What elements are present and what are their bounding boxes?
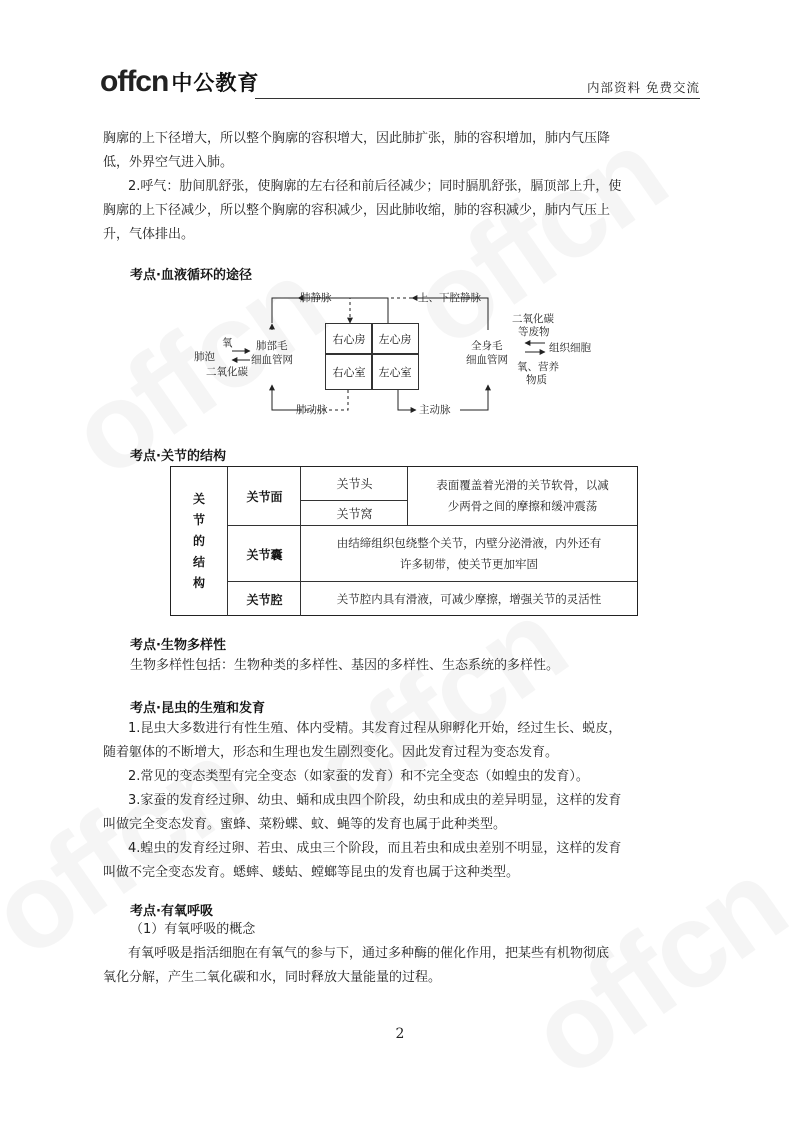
side-char: 构 [192, 575, 205, 590]
side-char: 关 [192, 491, 205, 506]
side-char: 结 [192, 554, 205, 569]
logo-text-en: offcn [100, 65, 169, 98]
label-pulm-vein: 肺静脉 [300, 292, 332, 304]
label-lung-cap-1: 肺部毛 [256, 340, 288, 352]
cell-capsule-desc [300, 525, 637, 582]
paragraph-line: 升，气体排出。 [103, 227, 195, 242]
header-tagline: 内部资料 免费交流 [587, 80, 700, 95]
section-heading-insect: 考点·昆虫的生殖和发育 [130, 701, 265, 716]
subheading: （1）有氧呼吸的概念 [130, 922, 256, 937]
label-o2-nutrients-2: 物质 [526, 374, 547, 386]
paragraph-line: 叫做完全变态发育。蜜蜂、菜粉蝶、蚊、蝇等的发育也属于此种类型。 [103, 817, 507, 832]
right-atrium-box: 右心房 [325, 323, 373, 355]
label-pulm-artery: 肺动脉 [296, 404, 328, 416]
joint-structure-table [170, 466, 638, 616]
paragraph-line: 随着躯体的不断增大，形态和生理也发生剧烈变化。因此发育过程为变态发育。 [103, 745, 559, 760]
side-char: 节 [192, 512, 205, 527]
paragraph-line: 1.昆虫大多数进行有性生殖、体内受精。其发育过程从卵孵化开始，经过生长、蜕皮， [128, 721, 622, 736]
logo-text-cn: 中公教育 [171, 71, 260, 95]
cell-socket: 关节窝 [300, 500, 408, 526]
side-char: 的 [192, 533, 205, 548]
label-lung-cap-2: 细血管网 [251, 354, 293, 366]
cell-head: 关节头 [300, 467, 408, 500]
label-alveoli: 肺泡 [194, 351, 215, 363]
surface-desc-line: 少两骨之间的摩擦和缓冲震荡 [447, 499, 598, 513]
label-oxygen: 氧 [222, 337, 233, 349]
label-tissue: 组织细胞 [549, 342, 591, 354]
aorta-arrow [460, 385, 488, 410]
paragraph-line: 2.呼气：肋间肌舒张，使胸廓的左右径和前后径减少；同时膈肌舒张，膈顶部上升，使 [128, 179, 622, 194]
cell-surface-desc [407, 467, 637, 525]
cell-surface: 关节面 [227, 467, 301, 525]
section-heading-biodiversity: 考点·生物多样性 [130, 638, 226, 653]
label-co2: 二氧化碳 [206, 366, 248, 378]
cell-cavity: 关节腔 [227, 581, 301, 616]
paragraph-line: 4.蝗虫的发育经过卵、若虫、成虫三个阶段，而且若虫和成虫差别不明显，这样的发育 [128, 841, 622, 856]
section-heading-blood: 考点·血液循环的途径 [130, 268, 252, 283]
section-heading-joint: 考点·关节的结构 [130, 449, 226, 464]
capsule-desc-line: 许多韧带，使关节更加牢固 [400, 557, 538, 571]
label-body-cap-1: 全身毛 [471, 340, 503, 352]
left-ventricle-box: 左心室 [371, 353, 419, 390]
label-co2-waste-2: 等废物 [518, 326, 550, 338]
paragraph-line: 生物多样性包括：生物种类的多样性、基因的多样性、生态系统的多样性。 [130, 658, 560, 673]
paragraph-line: 氧化分解，产生二氧化碳和水，同时释放大量能量的过程。 [103, 970, 442, 985]
paragraph-line: 低，外界空气进入肺。 [103, 155, 234, 170]
surface-desc-line: 表面覆盖着光滑的关节软骨，以减 [436, 478, 609, 492]
paragraph-line: 胸廓的上下径减少，所以整个胸廓的容积减少，因此肺收缩，肺的容积减少，肺内气压上 [103, 203, 611, 218]
label-body-cap-2: 细血管网 [466, 354, 508, 366]
right-ventricle-box: 右心室 [325, 353, 373, 390]
page-number: 2 [395, 1026, 405, 1042]
cell-capsule: 关节囊 [227, 525, 301, 582]
cell-cavity-desc: 关节腔内具有滑液，可减少摩擦，增强关节的灵活性 [300, 581, 637, 616]
label-vena-cava: 上、下腔静脉 [418, 292, 481, 304]
label-aorta: 主动脉 [419, 404, 451, 416]
label-o2-nutrients-1: 氧、营养 [517, 361, 559, 373]
paragraph-line: 胸廓的上下径增大，所以整个胸廓的容积增大，因此肺扩张，肺的容积增加，肺内气压降 [103, 131, 611, 146]
capsule-desc-line: 由结缔组织包绕整个关节，内壁分泌滑液，内外还有 [336, 536, 602, 550]
paragraph-line: 2.常见的变态类型有完全变态（如家蚕的发育）和不完全变态（如蝗虫的发育）。 [128, 769, 589, 784]
paragraph-line: 叫做不完全变态发育。蟋蟀、蝼蛄、螳螂等昆虫的发育也属于这种类型。 [103, 865, 520, 880]
paragraph-line: 有氧呼吸是指活细胞在有氧气的参与下，通过多种酶的催化作用，把某些有机物彻底 [128, 946, 610, 961]
paragraph-line: 3.家蚕的发育经过卵、幼虫、蛹和成虫四个阶段，幼虫和成虫的差异明显，这样的发育 [128, 793, 622, 808]
section-heading-aerobic: 考点·有氧呼吸 [130, 904, 213, 919]
left-atrium-box: 左心房 [371, 323, 419, 355]
joint-side-label [171, 467, 227, 615]
label-co2-waste-1: 二氧化碳 [512, 313, 554, 325]
